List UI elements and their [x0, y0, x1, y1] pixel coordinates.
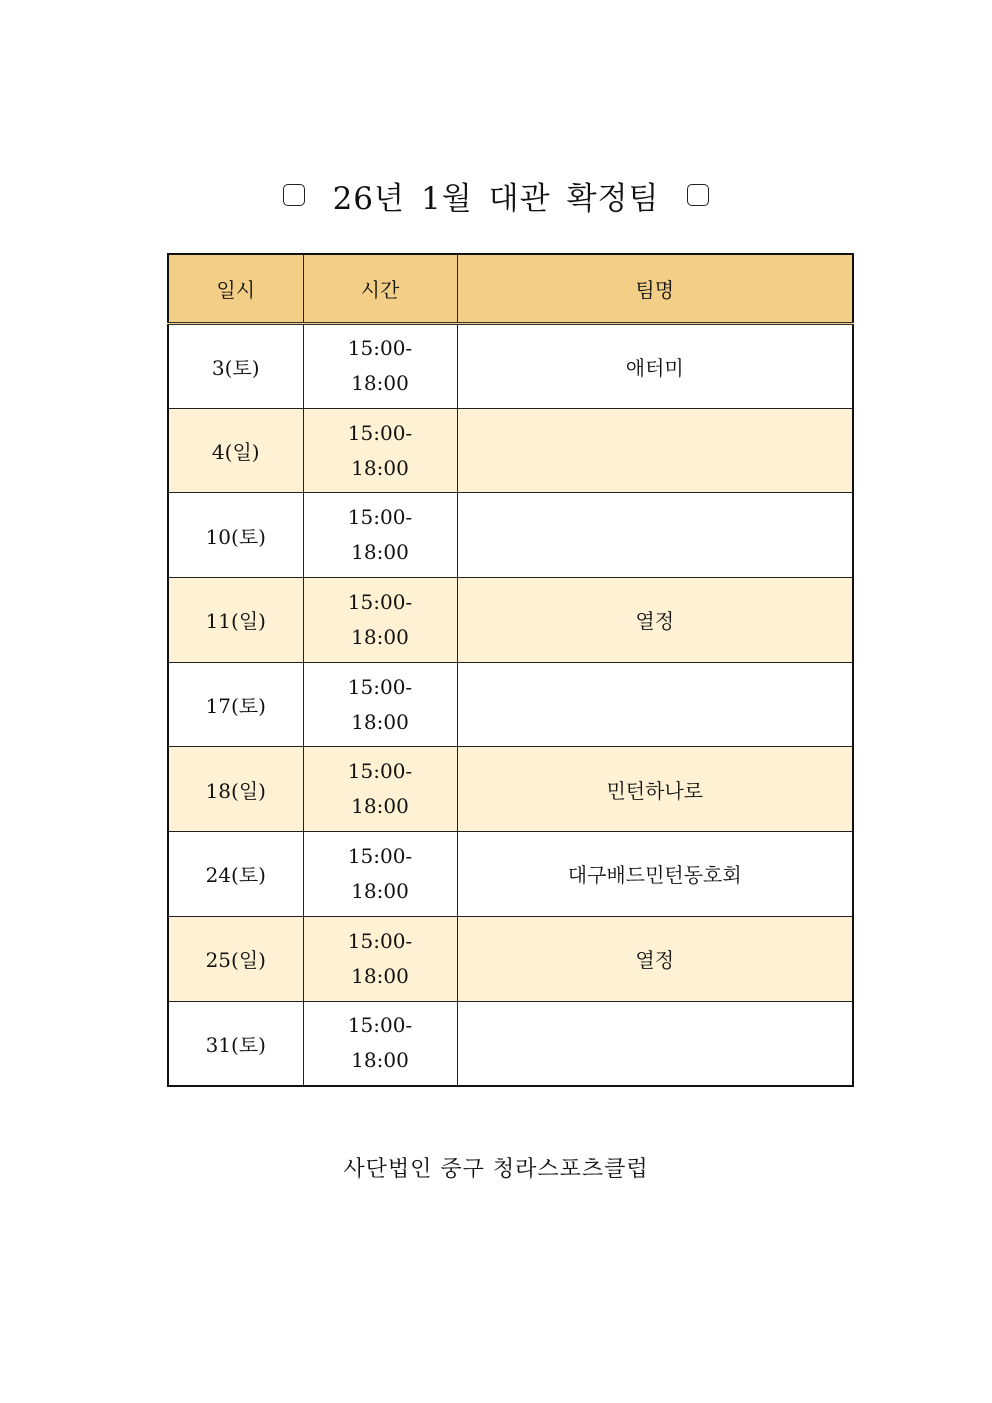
table-row [168, 1001, 853, 1086]
table-row [168, 747, 853, 832]
row-date: 11(일) [168, 578, 303, 663]
title-rental: 대관 [488, 180, 551, 217]
row-team [457, 662, 853, 747]
row-time [303, 324, 457, 409]
organization-name: 사단법인 중구 청라스포츠클럽 [343, 1157, 649, 1182]
time-end: 18:00 [351, 455, 409, 480]
page-title [0, 172, 992, 218]
row-date: 17(토) [168, 662, 303, 747]
time-start: 15:00- [347, 420, 413, 445]
time-start: 15:00- [347, 759, 413, 784]
title-month: 1월 [420, 180, 473, 217]
time-end: 18:00 [351, 709, 409, 734]
row-date: 31(토) [168, 1001, 303, 1086]
table-row [168, 324, 853, 409]
row-time [303, 493, 457, 578]
row-team: 애터미 [457, 324, 853, 409]
checkbox-square-icon [283, 184, 305, 206]
header-time: 시간 [303, 254, 457, 324]
row-date: 25(일) [168, 916, 303, 1001]
header-date: 일시 [168, 254, 303, 324]
time-start: 15:00- [347, 928, 413, 953]
time-end: 18:00 [351, 878, 409, 903]
row-team: 열정 [457, 916, 853, 1001]
table-row [168, 916, 853, 1001]
row-date: 4(일) [168, 408, 303, 493]
row-team [457, 1001, 853, 1086]
title-confirmed-teams: 확정팀 [566, 180, 660, 217]
time-end: 18:00 [351, 1048, 409, 1073]
table-row [168, 493, 853, 578]
row-time [303, 832, 457, 917]
table-row [168, 408, 853, 493]
row-team [457, 493, 853, 578]
row-team: 열정 [457, 578, 853, 663]
table-row [168, 832, 853, 917]
row-time [303, 662, 457, 747]
time-end: 18:00 [351, 540, 409, 565]
row-team: 민턴하나로 [457, 747, 853, 832]
row-team [457, 408, 853, 493]
row-date: 18(일) [168, 747, 303, 832]
row-time [303, 747, 457, 832]
row-time [303, 1001, 457, 1086]
row-time [303, 916, 457, 1001]
time-end: 18:00 [351, 963, 409, 988]
row-date: 24(토) [168, 832, 303, 917]
time-start: 15:00- [347, 589, 413, 614]
time-end: 18:00 [351, 624, 409, 649]
schedule-table [167, 253, 854, 1087]
table-row [168, 578, 853, 663]
table-row [168, 662, 853, 747]
table-header-row [168, 254, 853, 324]
row-date: 10(토) [168, 493, 303, 578]
time-start: 15:00- [347, 505, 413, 530]
row-date: 3(토) [168, 324, 303, 409]
time-end: 18:00 [351, 371, 409, 396]
header-team: 팀명 [457, 254, 853, 324]
time-start: 15:00- [347, 674, 413, 699]
checkbox-square-icon [687, 184, 709, 206]
title-year: 26년 [332, 180, 405, 217]
row-time [303, 408, 457, 493]
time-start: 15:00- [347, 336, 413, 361]
time-end: 18:00 [351, 794, 409, 819]
row-team: 대구배드민턴동호회 [457, 832, 853, 917]
time-start: 15:00- [347, 1013, 413, 1038]
time-start: 15:00- [347, 843, 413, 868]
row-time [303, 578, 457, 663]
